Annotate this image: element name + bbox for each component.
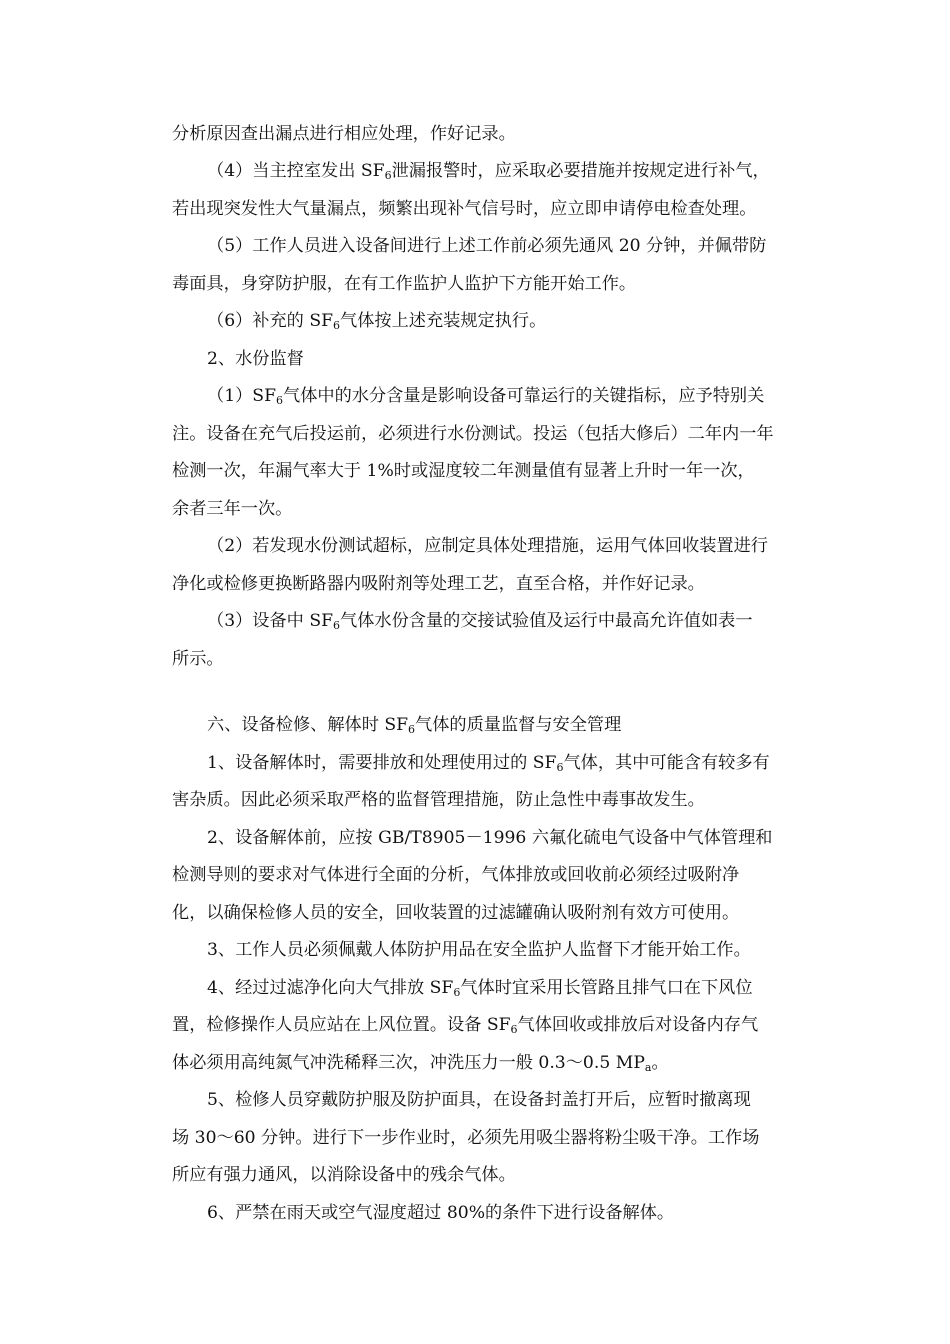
text-segment: 气体中的水分含量是影响设备可靠运行的关键指标，应予特别关 bbox=[283, 386, 765, 406]
text-segment: （3）设备中 SF bbox=[207, 611, 334, 631]
subscript: 6 bbox=[333, 319, 341, 332]
text-segment: 气体按上述充装规定执行。 bbox=[340, 311, 547, 331]
subscript: 6 bbox=[453, 986, 461, 999]
subscript: 6 bbox=[333, 619, 341, 632]
subscript: 6 bbox=[510, 1023, 518, 1036]
subscript: 6 bbox=[276, 394, 284, 407]
section-heading: 2、水份监督 bbox=[207, 349, 304, 369]
text-segment: 。 bbox=[651, 1053, 669, 1073]
subscript: 6 bbox=[556, 761, 564, 774]
paragraph-line: 化，以确保检修人员的安全，回收装置的过滤罐确认吸附剂有效方可使用。 bbox=[172, 903, 740, 923]
paragraph-line: 所应有强力通风，以消除设备中的残余气体。 bbox=[172, 1165, 516, 1185]
paragraph-line: 3、工作人员必须佩戴人体防护用品在安全监护人监督下才能开始工作。 bbox=[207, 940, 751, 960]
text-segment: 气体的质量监督与安全管理 bbox=[415, 715, 622, 735]
paragraph-line: 若出现突发性大气量漏点，频繁出现补气信号时，应立即申请停电检查处理。 bbox=[172, 199, 757, 219]
text-segment: （4）当主控室发出 SF bbox=[207, 161, 385, 181]
paragraph-line bbox=[207, 753, 770, 775]
text-segment: 体必须用高纯氮气冲洗稀释三次，冲洗压力一般 0.3～0.5 MP bbox=[172, 1053, 645, 1073]
paragraph-line: （5）工作人员进入设备间进行上述工作前必须先通风 20 分钟，并佩带防 bbox=[207, 236, 767, 256]
paragraph-line bbox=[207, 611, 753, 633]
paragraph-line: 2、设备解体前，应按 GB/T8905－1996 六氟化硫电气设备中气体管理和 bbox=[207, 828, 773, 848]
paragraph-line: 6、严禁在雨天或空气湿度超过 80%的条件下进行设备解体。 bbox=[207, 1203, 675, 1223]
paragraph-line: 毒面具，身穿防护服，在有工作监护人监护下方能开始工作。 bbox=[172, 274, 637, 294]
paragraph-line: 害杂质。因此必须采取严格的监督管理措施，防止急性中毒事故发生。 bbox=[172, 790, 705, 810]
paragraph-line: 注。设备在充气后投运前，必须进行水份测试。投运（包括大修后）二年内一年 bbox=[172, 424, 774, 444]
paragraph-line: 5、检修人员穿戴防护服及防护面具，在设备封盖打开后，应暂时撤离现 bbox=[207, 1090, 751, 1110]
paragraph-line: 净化或检修更换断路器内吸附剂等处理工艺，直至合格，并作好记录。 bbox=[172, 574, 705, 594]
text-segment: 1、设备解体时，需要排放和处理使用过的 SF bbox=[207, 753, 557, 773]
paragraph-line bbox=[207, 978, 753, 1000]
paragraph-line bbox=[207, 311, 546, 333]
paragraph-line bbox=[172, 1053, 669, 1075]
paragraph-line bbox=[207, 386, 764, 408]
subscript: 6 bbox=[408, 723, 416, 736]
paragraph-line: 余者三年一次。 bbox=[172, 499, 293, 519]
text-segment: 六、设备检修、解体时 SF bbox=[207, 715, 409, 735]
paragraph-line bbox=[172, 1015, 758, 1037]
text-segment: 泄漏报警时，应采取必要措施并按规定进行补气， bbox=[391, 161, 770, 181]
paragraph-line: 场 30～60 分钟。进行下一步作业时，必须先用吸尘器将粉尘吸干净。工作场 bbox=[172, 1128, 760, 1148]
text-segment: 气体时宜采用长管路且排气口在下风位 bbox=[460, 978, 753, 998]
paragraph-line: （2）若发现水份测试超标，应制定具体处理措施，运用气体回收装置进行 bbox=[207, 536, 768, 556]
text-segment: （1）SF bbox=[207, 386, 277, 406]
text-segment: （6）补充的 SF bbox=[207, 311, 334, 331]
paragraph-line: 检测一次，年漏气率大于 1%时或湿度较二年测量值有显著上升时一年一次， bbox=[172, 461, 755, 481]
paragraph-line bbox=[207, 161, 770, 183]
text-segment: 气体回收或排放后对设备内存气 bbox=[517, 1015, 759, 1035]
subscript: 6 bbox=[384, 169, 392, 182]
text-segment: 置，检修操作人员应站在上风位置。设备 SF bbox=[172, 1015, 511, 1035]
text-segment: 气体，其中可能含有较多有 bbox=[563, 753, 770, 773]
paragraph-line: 检测导则的要求对气体进行全面的分析，气体排放或回收前必须经过吸附净 bbox=[172, 865, 740, 885]
paragraph-line: 分析原因查出漏点进行相应处理，作好记录。 bbox=[172, 124, 516, 144]
text-segment: 气体水份含量的交接试验值及运行中最高允许值如表一 bbox=[340, 611, 753, 631]
section-heading bbox=[207, 715, 621, 737]
subscript: a bbox=[644, 1061, 652, 1074]
text-segment: 4、经过过滤净化向大气排放 SF bbox=[207, 978, 454, 998]
paragraph-line: 所示。 bbox=[172, 649, 224, 669]
